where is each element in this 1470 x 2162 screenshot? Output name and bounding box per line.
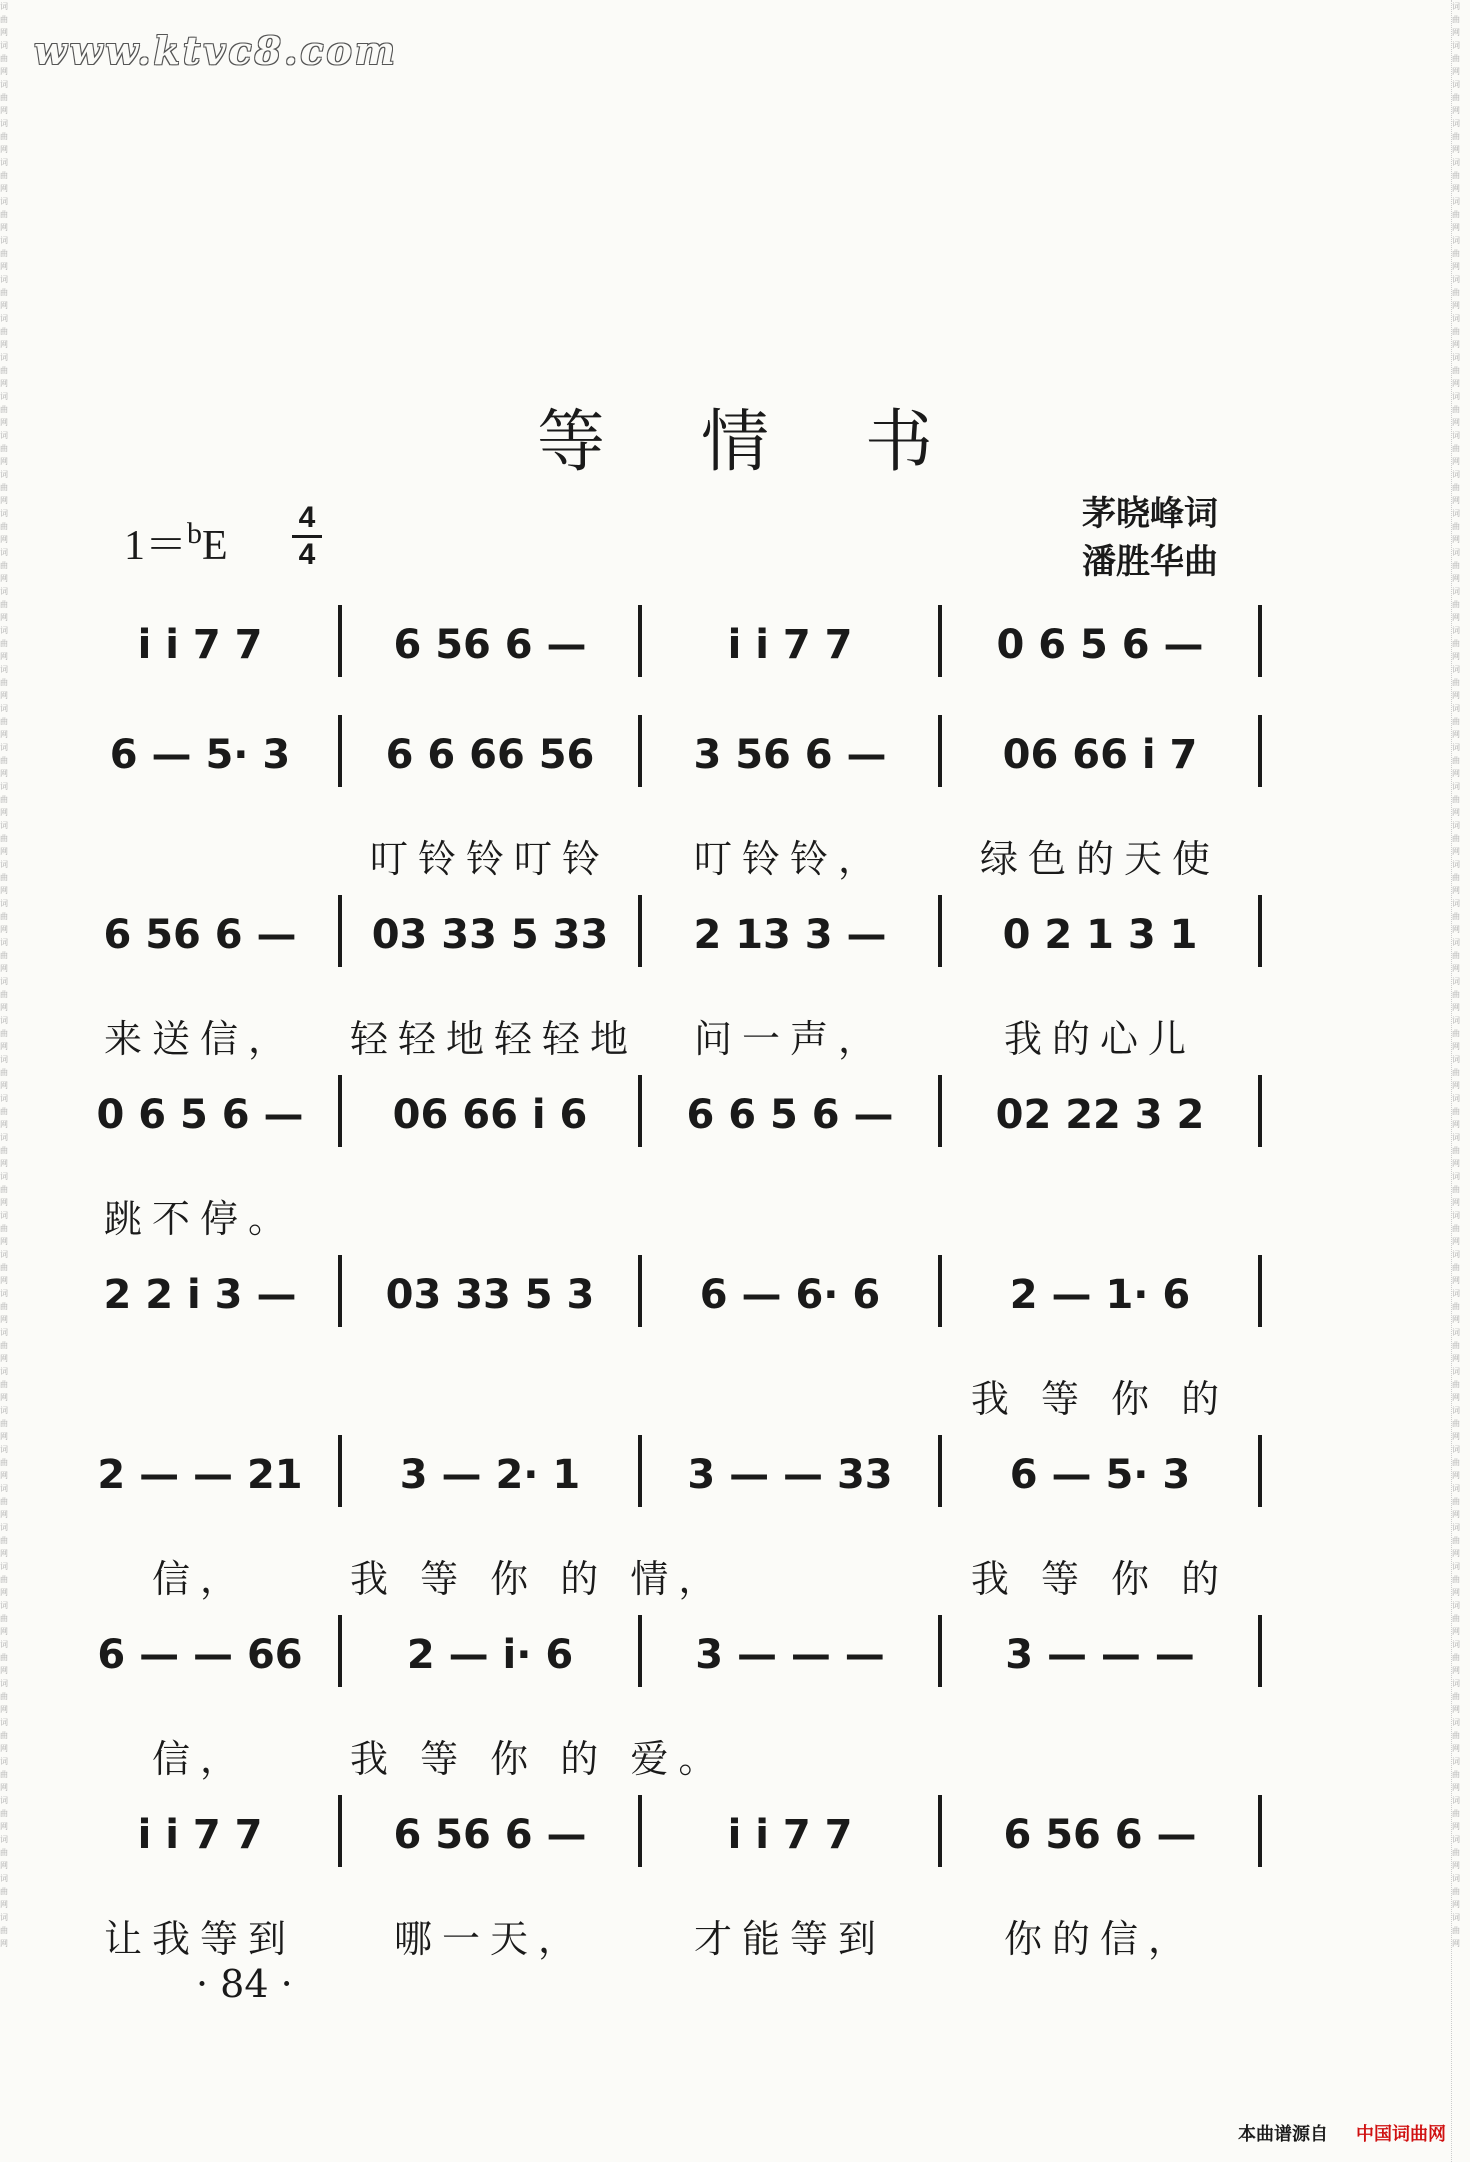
measure-notes: 6 — 5· 3 <box>1009 1452 1191 1498</box>
measure-notes: 06 66 i 7 <box>1002 732 1198 778</box>
measure-notes: i i 7 7 <box>137 1812 263 1858</box>
lyric-segment <box>650 1185 930 1245</box>
measure-notes: 3 — — — <box>1005 1632 1195 1678</box>
measure <box>650 1625 930 1685</box>
right-edge-strip: 词曲网词曲网词曲网词曲网词曲网词曲网词曲网词曲网词曲网词曲网词曲网词曲网词曲网词曲网词曲网词曲网词曲网词曲网词曲网词曲网词曲网词曲网词曲网词曲网词曲网词曲网词曲网词曲网词曲网词曲网词曲网词曲网词曲网词曲网词曲网词曲网词曲网词曲网词曲网词曲网词曲网词曲网词曲网词曲网词曲网词曲网词曲网词曲网词曲网词曲网 <box>1451 0 1464 2162</box>
barline <box>938 1615 942 1687</box>
measure-notes: 2 2 i 3 — <box>103 1272 297 1318</box>
lyric-segment: 问一声， <box>693 1016 886 1061</box>
barline <box>1258 715 1262 787</box>
measure <box>950 1445 1250 1505</box>
lyric-segment: 轻轻地轻轻地 <box>350 1016 639 1061</box>
lyric-segment <box>650 1545 930 1605</box>
lyric-segment: 叮铃铃叮铃 <box>369 836 610 881</box>
barline <box>338 1435 342 1507</box>
measure-notes: 6 56 6 — <box>393 1812 587 1858</box>
lyric-segment: 叮铃铃， <box>693 836 886 881</box>
lyrics-row <box>70 1005 1250 1065</box>
measure <box>350 905 630 965</box>
measure <box>70 1625 330 1685</box>
measure <box>950 1265 1250 1325</box>
notes-row <box>70 905 1250 965</box>
barline <box>638 605 642 677</box>
composer-credit: 潘胜华曲 <box>1082 542 1218 582</box>
measure-notes: 0 2 1 3 1 <box>1002 912 1198 958</box>
footer <box>1238 2120 1446 2146</box>
lyric-segment: 我 等 你 的 <box>970 1376 1230 1421</box>
measure <box>650 725 930 785</box>
measure-notes: 03 33 5 33 <box>371 912 609 958</box>
measure <box>650 1445 930 1505</box>
barline <box>1258 895 1262 967</box>
measure <box>70 1445 330 1505</box>
measure <box>950 725 1250 785</box>
barline <box>338 605 342 677</box>
lyric-segment <box>350 1185 630 1245</box>
measure <box>950 615 1250 675</box>
measure-notes: 3 — 2· 1 <box>399 1452 581 1498</box>
time-bottom: 4 <box>298 538 316 571</box>
score-system <box>70 1805 1250 1961</box>
notes-row <box>70 1265 1250 1325</box>
score-system <box>70 725 1250 881</box>
barline <box>938 1795 942 1867</box>
measure <box>70 615 330 675</box>
lyric-segment <box>950 1185 1250 1245</box>
barline <box>638 895 642 967</box>
barline <box>638 1435 642 1507</box>
left-edge-strip: 词曲网词曲网词曲网词曲网词曲网词曲网词曲网词曲网词曲网词曲网词曲网词曲网词曲网词曲网词曲网词曲网词曲网词曲网词曲网词曲网词曲网词曲网词曲网词曲网词曲网词曲网词曲网词曲网词曲网词曲网词曲网词曲网词曲网词曲网词曲网词曲网词曲网词曲网词曲网词曲网词曲网词曲网词曲网词曲网词曲网词曲网词曲网词曲网词曲网词曲网 <box>0 2 8 1948</box>
measure-notes: 6 56 6 — <box>103 912 297 958</box>
notes-row <box>70 1445 1250 1505</box>
measure-notes: i i 7 7 <box>137 622 263 668</box>
lyrics-row <box>70 1365 1250 1425</box>
barline <box>1258 1075 1262 1147</box>
measure-notes: 6 — 6· 6 <box>699 1272 881 1318</box>
score-system <box>70 1265 1250 1421</box>
lyricist-credit: 茅晓峰词 <box>1082 494 1218 534</box>
barline <box>338 895 342 967</box>
measure-notes: i i 7 7 <box>727 1812 853 1858</box>
barline <box>938 1255 942 1327</box>
lyric-segment: 我 等 你 的 情， <box>350 1556 727 1601</box>
measure <box>950 1625 1250 1685</box>
notes-row <box>70 725 1250 785</box>
barline <box>338 1795 342 1867</box>
measure-notes: 6 6 5 6 — <box>686 1092 894 1138</box>
page-title: 等情书 <box>536 403 1029 482</box>
lyric-segment <box>650 1365 930 1425</box>
measure <box>650 905 930 965</box>
measure-notes: 6 56 6 — <box>1003 1812 1197 1858</box>
lyric-segment <box>70 1365 330 1425</box>
notes-row <box>70 615 1250 675</box>
measure <box>350 615 630 675</box>
barline <box>638 1615 642 1687</box>
measure-notes: 3 — — — <box>695 1632 885 1678</box>
measure <box>650 1085 930 1145</box>
lyrics-row <box>70 1185 1250 1245</box>
measure <box>70 1085 330 1145</box>
measure-notes: 06 66 i 6 <box>392 1092 588 1138</box>
measure <box>350 1085 630 1145</box>
measure-notes: 02 22 3 2 <box>995 1092 1205 1138</box>
lyric-segment: 你的信， <box>1003 1916 1196 1961</box>
measure <box>350 1805 630 1865</box>
barline <box>938 1075 942 1147</box>
barline <box>338 1075 342 1147</box>
lyric-segment <box>70 825 330 885</box>
measure <box>650 615 930 675</box>
lyrics-row <box>70 1725 1250 1785</box>
score-system <box>70 1445 1250 1601</box>
lyrics-row <box>70 825 1250 885</box>
measure-notes: 6 6 66 56 <box>385 732 595 778</box>
measure <box>350 1625 630 1685</box>
credits <box>1082 490 1218 586</box>
measure-notes: 03 33 5 3 <box>385 1272 595 1318</box>
lyric-segment: 绿色的天使 <box>979 836 1220 881</box>
footer-source-label: 本曲谱源自 <box>1238 2124 1328 2145</box>
measure-notes: 0 6 5 6 — <box>96 1092 304 1138</box>
notes-row <box>70 1625 1250 1685</box>
score-system <box>70 1625 1250 1781</box>
barline <box>638 1075 642 1147</box>
lyric-segment: 跳不停。 <box>103 1196 296 1241</box>
measure-notes: 6 — 5· 3 <box>109 732 291 778</box>
measure-notes: 6 56 6 — <box>393 622 587 668</box>
notes-row <box>70 1805 1250 1865</box>
lyric-segment: 让我等到 <box>103 1916 296 1961</box>
barline <box>338 1615 342 1687</box>
lyrics-row <box>70 1905 1250 1965</box>
measure <box>350 1445 630 1505</box>
barline <box>1258 1255 1262 1327</box>
lyric-segment <box>950 1725 1250 1785</box>
flat-sign: b <box>187 517 203 550</box>
measure <box>350 1265 630 1325</box>
score-system <box>70 905 1250 1061</box>
notes-row <box>70 1085 1250 1145</box>
lyric-segment: 信， <box>151 1736 248 1781</box>
score-system <box>70 615 1250 735</box>
footer-site: 中国词曲网 <box>1356 2124 1446 2145</box>
measure-notes: i i 7 7 <box>727 622 853 668</box>
lyric-segment: 来送信， <box>103 1016 296 1061</box>
barline <box>638 715 642 787</box>
barline <box>938 895 942 967</box>
lyric-segment: 信， <box>151 1556 248 1601</box>
watermark: www.ktvc8.com <box>34 28 399 73</box>
measure <box>950 1085 1250 1145</box>
barline <box>338 715 342 787</box>
measure <box>70 905 330 965</box>
measure-notes: 2 — i· 6 <box>406 1632 574 1678</box>
measure-notes: 6 — — 66 <box>97 1632 303 1678</box>
score-system <box>70 1085 1250 1241</box>
measure <box>70 1265 330 1325</box>
barline <box>1258 1615 1262 1687</box>
barline <box>1258 1795 1262 1867</box>
measure <box>650 1805 930 1865</box>
key-signature <box>124 512 228 572</box>
lyric-segment: 我的心儿 <box>1003 1016 1196 1061</box>
measure <box>70 725 330 785</box>
lyric-segment: 我 等 你 的 <box>970 1556 1230 1601</box>
measure-notes: 2 13 3 — <box>693 912 887 958</box>
barline <box>338 1255 342 1327</box>
measure-notes: 2 — 1· 6 <box>1009 1272 1191 1318</box>
measure-notes: 3 56 6 — <box>693 732 887 778</box>
measure-notes: 0 6 5 6 — <box>996 622 1204 668</box>
lyric-segment <box>350 1365 630 1425</box>
page-number: · 84 · <box>196 1962 293 2006</box>
measure-notes: 2 — — 21 <box>97 1452 303 1498</box>
barline <box>1258 1435 1262 1507</box>
barline <box>638 1795 642 1867</box>
lyric-segment: 才能等到 <box>693 1916 886 1961</box>
measure <box>950 1805 1250 1865</box>
key-note: E <box>202 523 228 569</box>
measure <box>350 725 630 785</box>
key-prefix: 1＝ <box>124 523 188 569</box>
barline <box>938 715 942 787</box>
measure <box>650 1265 930 1325</box>
barline <box>638 1255 642 1327</box>
lyrics-row <box>70 1545 1250 1605</box>
measure-notes: 3 — — 33 <box>687 1452 893 1498</box>
time-signature <box>292 502 322 571</box>
barline <box>1258 605 1262 677</box>
measure <box>70 1805 330 1865</box>
barline <box>938 1435 942 1507</box>
lyric-segment <box>650 1725 930 1785</box>
lyric-segment: 哪一天， <box>393 1916 586 1961</box>
lyric-segment: 我 等 你 的 爱。 <box>350 1736 727 1781</box>
measure <box>950 905 1250 965</box>
time-top: 4 <box>298 501 316 534</box>
barline <box>938 605 942 677</box>
